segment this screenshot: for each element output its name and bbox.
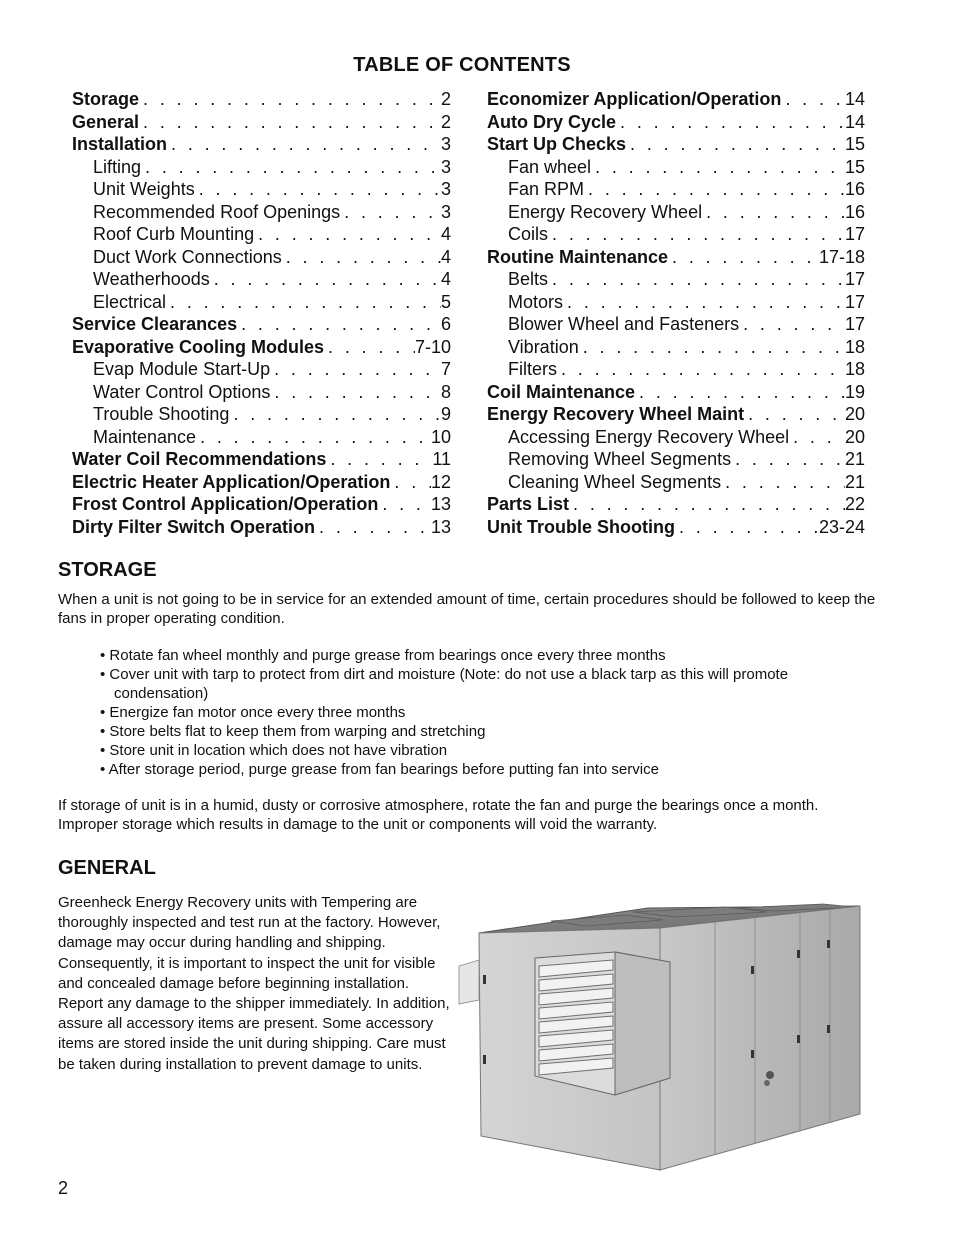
toc-dot-leader bbox=[635, 382, 845, 403]
toc-dot-leader bbox=[229, 404, 441, 425]
toc-dot-leader bbox=[390, 472, 431, 493]
storage-outro-paragraph: If storage of unit is in a humid, dusty or corrosive atmosphere, rotate the fan and purge the bearings once a month. Improper storage which results in damage to the unit or components will void the warranty. bbox=[58, 797, 819, 833]
toc-entry bbox=[72, 314, 451, 337]
toc-entry bbox=[72, 157, 451, 180]
toc-dot-leader bbox=[569, 494, 845, 515]
toc-dot-leader bbox=[781, 89, 845, 110]
toc-entry bbox=[72, 269, 451, 292]
toc-entry-label: Fan wheel bbox=[508, 156, 592, 177]
toc-entry bbox=[487, 179, 865, 202]
toc-entry-page: 7-10 bbox=[414, 336, 451, 357]
toc-entry-label: Duct Work Connections bbox=[93, 246, 282, 267]
toc-entry-page: 21 bbox=[844, 449, 865, 469]
toc-dot-leader bbox=[270, 382, 441, 403]
toc-left-column bbox=[72, 89, 451, 539]
toc-dot-leader bbox=[563, 292, 845, 313]
toc-dot-leader bbox=[557, 359, 845, 380]
toc-entry-label: Service Clearances bbox=[72, 314, 238, 334]
toc-entry-page: 17-18 bbox=[818, 246, 865, 267]
toc-entry-label: General bbox=[72, 111, 140, 132]
toc-entry-page: 4 bbox=[440, 246, 451, 267]
toc-entry bbox=[72, 292, 451, 315]
toc-entry-label: Routine Maintenance bbox=[487, 246, 669, 267]
toc-entry-label: Motors bbox=[508, 291, 564, 312]
toc-entry bbox=[72, 112, 451, 135]
toc-entry bbox=[72, 472, 451, 495]
toc-title: TABLE OF CONTENTS bbox=[353, 54, 571, 76]
toc-entry bbox=[487, 269, 865, 292]
toc-entry-page: 12 bbox=[430, 471, 451, 492]
toc-entry-label: Evaporative Cooling Modules bbox=[72, 336, 325, 357]
toc-entry-page: 16 bbox=[844, 201, 865, 222]
toc-entry bbox=[487, 382, 865, 405]
toc-entry-label: Coils bbox=[508, 224, 549, 244]
storage-bullet-item: • Rotate fan wheel monthly and purge grease from bearings once every three months bbox=[100, 646, 880, 665]
toc-dot-leader bbox=[324, 337, 415, 358]
toc-entry bbox=[487, 134, 865, 157]
toc-entry-label: Energy Recovery Wheel Maint bbox=[487, 404, 745, 424]
toc-entry bbox=[487, 157, 865, 180]
toc-entry-page: 10 bbox=[430, 426, 451, 447]
toc-entry bbox=[487, 427, 865, 450]
toc-entry-label: Start Up Checks bbox=[487, 134, 627, 154]
toc-entry bbox=[487, 517, 865, 540]
toc-entry-label: Electrical bbox=[93, 291, 167, 312]
toc-entry-page: 11 bbox=[432, 449, 451, 469]
toc-entry-page: 8 bbox=[440, 381, 451, 402]
toc-entry-page: 3 bbox=[440, 201, 451, 222]
toc-entry-page: 5 bbox=[440, 291, 451, 312]
toc-entry-page: 13 bbox=[430, 494, 451, 514]
toc-entry-label: Electric Heater Application/Operation bbox=[72, 471, 391, 492]
toc-entry bbox=[72, 427, 451, 450]
toc-entry bbox=[72, 89, 451, 112]
toc-dot-leader bbox=[744, 404, 845, 425]
toc-entry-page: 22 bbox=[844, 494, 865, 514]
toc-entry-label: Auto Dry Cycle bbox=[487, 111, 617, 132]
toc-dot-leader bbox=[789, 427, 845, 448]
toc-dot-leader bbox=[139, 89, 441, 110]
toc-entry bbox=[487, 112, 865, 135]
toc-dot-leader bbox=[141, 157, 441, 178]
toc-dot-leader bbox=[315, 517, 431, 538]
toc-entry-page: 15 bbox=[844, 156, 865, 177]
toc-entry-page: 3 bbox=[440, 156, 451, 177]
toc-entry-label: Unit Trouble Shooting bbox=[487, 516, 675, 537]
toc-dot-leader bbox=[584, 179, 845, 200]
toc-dot-leader bbox=[237, 314, 441, 335]
toc-entry bbox=[72, 404, 451, 427]
toc-entry bbox=[72, 179, 451, 202]
toc-entry-label: Storage bbox=[72, 89, 140, 109]
toc-entry bbox=[487, 89, 865, 112]
storage-heading: STORAGE bbox=[58, 559, 157, 581]
toc-entry bbox=[487, 337, 865, 360]
toc-entry-page: 7 bbox=[440, 359, 451, 379]
toc-entry-label: Filters bbox=[508, 359, 557, 379]
toc-entry-label: Water Control Options bbox=[93, 381, 271, 402]
toc-entry-label: Weatherhoods bbox=[93, 269, 210, 289]
toc-entry-label: Cleaning Wheel Segments bbox=[508, 471, 722, 492]
toc-entry-label: Maintenance bbox=[93, 426, 197, 447]
storage-bullet-item: • Cover unit with tarp to protect from dirt and moisture (Note: do not use a black tarp as this will promote condensation) bbox=[100, 665, 880, 703]
toc-entry-page: 3 bbox=[440, 134, 451, 154]
toc-entry-page: 15 bbox=[844, 134, 865, 154]
toc-entry bbox=[487, 202, 865, 225]
toc-entry-page: 4 bbox=[440, 269, 451, 289]
toc-entry bbox=[487, 224, 865, 247]
toc-entry-page: 3 bbox=[440, 179, 451, 199]
toc-dot-leader bbox=[282, 247, 441, 268]
toc-entry-label: Belts bbox=[508, 269, 549, 289]
toc-entry-label: Accessing Energy Recovery Wheel bbox=[508, 426, 790, 447]
toc-entry-label: Parts List bbox=[487, 494, 570, 514]
toc-entry-label: Recommended Roof Openings bbox=[93, 201, 341, 222]
storage-bullet-item: • Store unit in location which does not have vibration bbox=[100, 741, 880, 760]
toc-entry bbox=[72, 517, 451, 540]
toc-dot-leader bbox=[721, 472, 845, 493]
toc-entry-page: 20 bbox=[844, 404, 865, 424]
page-number: 2 bbox=[58, 1178, 69, 1198]
toc-entry bbox=[487, 314, 865, 337]
toc-entry bbox=[487, 472, 865, 495]
toc-entry-label: Installation bbox=[72, 134, 168, 154]
toc-dot-leader bbox=[579, 337, 845, 358]
energy-recovery-unit-illustration bbox=[455, 900, 870, 1175]
toc-entry-page: 18 bbox=[844, 336, 865, 357]
toc-dot-leader bbox=[196, 427, 431, 448]
toc-entry bbox=[487, 359, 865, 382]
toc-entry-page: 21 bbox=[844, 471, 865, 492]
toc-dot-leader bbox=[626, 134, 845, 155]
toc-entry-label: Vibration bbox=[508, 336, 579, 357]
toc-dot-leader bbox=[616, 112, 845, 133]
general-heading: GENERAL bbox=[58, 857, 156, 879]
toc-entry-page: 9 bbox=[440, 404, 451, 424]
toc-entry bbox=[487, 449, 865, 472]
toc-entry bbox=[72, 224, 451, 247]
toc-entry-label: Trouble Shooting bbox=[93, 404, 230, 424]
toc-dot-leader bbox=[340, 202, 441, 223]
toc-entry-label: Unit Weights bbox=[93, 179, 195, 199]
toc-entry bbox=[487, 292, 865, 315]
toc-entry bbox=[72, 134, 451, 157]
toc-entry-page: 2 bbox=[440, 89, 451, 109]
storage-bullet-item: • After storage period, purge grease from fan bearings before putting fan into service bbox=[100, 760, 880, 779]
toc-entry-page: 14 bbox=[844, 89, 865, 109]
toc-entry-label: Dirty Filter Switch Operation bbox=[72, 516, 316, 537]
toc-entry bbox=[72, 247, 451, 270]
toc-entry-page: 19 bbox=[844, 381, 865, 402]
toc-dot-leader bbox=[702, 202, 845, 223]
toc-entry-label: Lifting bbox=[93, 156, 142, 177]
toc-entry-label: Roof Curb Mounting bbox=[93, 224, 255, 244]
toc-entry-label: Evap Module Start-Up bbox=[93, 359, 271, 379]
storage-bullet-list bbox=[100, 646, 880, 779]
toc-entry-page: 14 bbox=[844, 111, 865, 132]
storage-intro-paragraph: When a unit is not going to be in service for an extended amount of time, certain procedures should be followed to keep the fans in proper operating condition. bbox=[58, 591, 876, 627]
toc-entry-page: 17 bbox=[844, 314, 865, 334]
toc-entry-label: Removing Wheel Segments bbox=[508, 449, 732, 469]
toc-right-column bbox=[487, 89, 865, 539]
toc-dot-leader bbox=[166, 292, 441, 313]
toc-entry-page: 17 bbox=[844, 291, 865, 312]
toc-entry-page: 16 bbox=[844, 179, 865, 199]
toc-entry-page: 2 bbox=[440, 111, 451, 132]
toc-dot-leader bbox=[731, 449, 845, 470]
toc-entry-label: Energy Recovery Wheel bbox=[508, 201, 703, 222]
toc-dot-leader bbox=[675, 517, 819, 538]
toc-entry-page: 18 bbox=[844, 359, 865, 379]
toc-dot-leader bbox=[326, 449, 432, 470]
toc-dot-leader bbox=[548, 269, 845, 290]
toc-dot-leader bbox=[591, 157, 845, 178]
toc-dot-leader bbox=[139, 112, 441, 133]
toc-entry-label: Blower Wheel and Fasteners bbox=[508, 314, 740, 334]
toc-entry bbox=[72, 449, 451, 472]
toc-entry-page: 23-24 bbox=[818, 516, 865, 537]
toc-entry bbox=[487, 404, 865, 427]
toc-dot-leader bbox=[195, 179, 441, 200]
general-paragraph: Greenheck Energy Recovery units with Tempering are thoroughly inspected and test run at the factory. However, damage may occur during handling and shipping. Consequently, it is important to inspect the unit for visible and concealed damage before beginning installation. Report any damage to the shipper immediately. In addition, assure all accessory items are present. Some accessory items are stored inside the unit during shipping. Care must be taken during installation to prevent damage to units. bbox=[58, 894, 450, 1073]
toc-entry-label: Fan RPM bbox=[508, 179, 585, 199]
toc-dot-leader bbox=[378, 494, 431, 515]
toc-dot-leader bbox=[668, 247, 819, 268]
toc-entry-page: 13 bbox=[430, 516, 451, 537]
toc-dot-leader bbox=[254, 224, 441, 245]
storage-bullet-item: • Store belts flat to keep them from warping and stretching bbox=[100, 722, 880, 741]
toc-entry-label: Economizer Application/Operation bbox=[487, 89, 782, 109]
toc-dot-leader bbox=[210, 269, 441, 290]
toc-entry bbox=[72, 359, 451, 382]
toc-dot-leader bbox=[270, 359, 441, 380]
toc-dot-leader bbox=[167, 134, 441, 155]
toc-entry bbox=[72, 494, 451, 517]
toc-entry-label: Frost Control Application/Operation bbox=[72, 494, 379, 514]
toc-entry bbox=[72, 337, 451, 360]
toc-entry-page: 6 bbox=[440, 314, 451, 334]
toc-entry bbox=[487, 247, 865, 270]
toc-entry-page: 20 bbox=[844, 426, 865, 447]
toc-entry-page: 17 bbox=[844, 224, 865, 244]
toc-entry-label: Coil Maintenance bbox=[487, 381, 636, 402]
toc-entry-page: 4 bbox=[440, 224, 451, 244]
toc-entry bbox=[487, 494, 865, 517]
toc-entry bbox=[72, 382, 451, 405]
toc-dot-leader bbox=[739, 314, 845, 335]
toc-entry-label: Water Coil Recommendations bbox=[72, 449, 327, 469]
storage-bullet-item: • Energize fan motor once every three months bbox=[100, 703, 880, 722]
toc-entry bbox=[72, 202, 451, 225]
toc-entry-page: 17 bbox=[844, 269, 865, 289]
toc-dot-leader bbox=[548, 224, 845, 245]
